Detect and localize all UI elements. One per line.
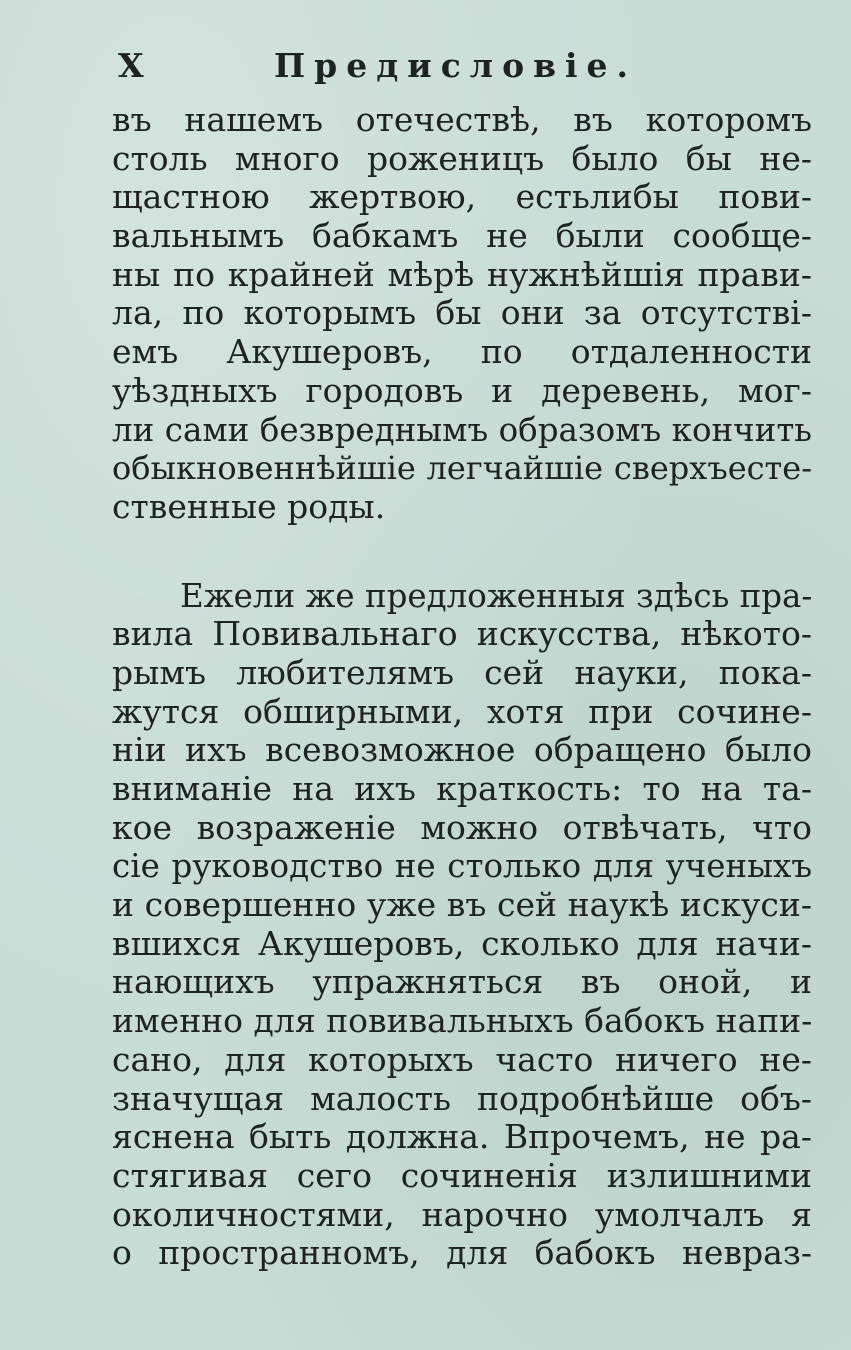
- text-line: и совершенно уже въ сей наукѣ искуси-: [112, 885, 812, 925]
- text-line: кое возраженіе можно отвѣчать, что: [112, 807, 812, 847]
- text-line: въ нашемъ отечествѣ, въ которомъ: [112, 100, 812, 139]
- text-line: ла, по которымъ бы они за отсутствi-: [112, 293, 812, 333]
- text-line: ственные роды.: [112, 486, 386, 526]
- text-line: рымъ любителямъ сей науки, пока-: [112, 652, 812, 692]
- text-line: столь много роженицъ было бы не-: [112, 138, 812, 178]
- text-line: стягивая сего сочиненія излишними: [112, 1155, 812, 1195]
- text-line: жутся обширными, хотя при сочине-: [112, 691, 812, 731]
- running-title: Предисловіе.: [274, 46, 638, 85]
- text-line: вила Повивальнаго искусства, нѣкото-: [112, 614, 812, 654]
- text-line: нающихъ упражняться въ оной, и: [112, 962, 812, 1002]
- text-line: обыкновеннѣйшіе легчайшіе сверхъесте-: [112, 449, 812, 488]
- text-line: вшихся Акушеровъ, сколько для начи-: [112, 923, 812, 963]
- paragraph: [112, 101, 812, 527]
- text-line: сано, для которыхъ часто ничего не-: [112, 1039, 812, 1079]
- text-line: о пространномъ, для бабокъ невраз-: [112, 1233, 812, 1273]
- text-line: Ежели же предложенныя здѣсь пра-: [180, 576, 813, 615]
- body-text: [112, 101, 812, 1273]
- text-line: значущая малость подробнѣйше объ-: [112, 1078, 812, 1118]
- text-line: околичностями, нарочно умолчалъ я: [112, 1194, 812, 1234]
- paragraph: [112, 577, 812, 1273]
- text-line: ли сами безвреднымъ образомъ кончить: [112, 410, 812, 449]
- text-line: сіе руководство не столько для ученыхъ: [112, 847, 812, 886]
- text-line: ніи ихъ всевозможное обращено было: [112, 730, 812, 770]
- text-line: емъ Акушеровъ, по отдаленности: [112, 332, 812, 372]
- text-line: уѣздныхъ городовъ и деревень, мог-: [112, 370, 812, 410]
- text-line: вниманіе на ихъ краткость: то на та-: [112, 769, 812, 808]
- text-line: щастною жертвою, естьлибы пови-: [112, 177, 812, 217]
- paragraph-gap: [112, 527, 812, 577]
- text-line: вальнымъ бабкамъ не были сообще-: [112, 216, 812, 256]
- running-head: [118, 44, 678, 88]
- page-number: X: [118, 46, 145, 85]
- text-line: именно для повивальныхъ бабокъ напи-: [112, 1001, 813, 1041]
- text-line: ны по крайней мѣрѣ нужнѣйшія прави-: [112, 254, 812, 294]
- text-line: яснена быть должна. Впрочемъ, не ра-: [112, 1117, 812, 1157]
